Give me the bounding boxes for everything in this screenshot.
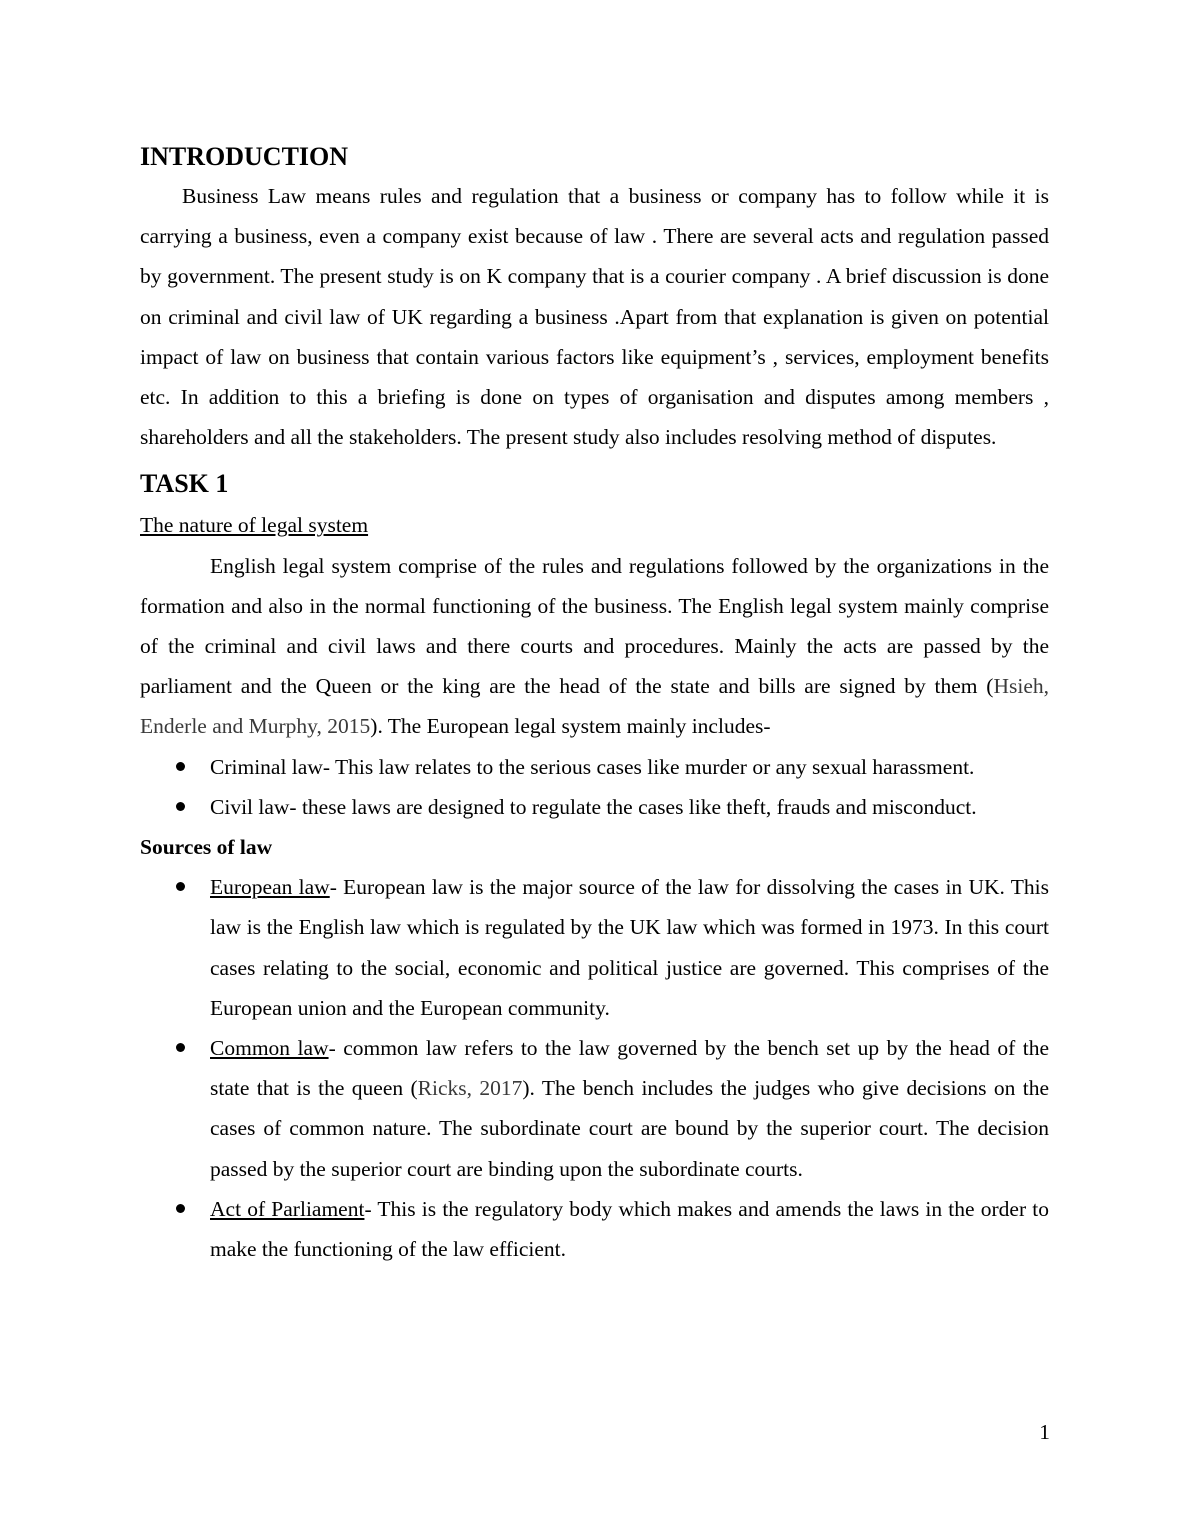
- source-term-common: Common law: [210, 1036, 329, 1061]
- source-term-parliament: Act of Parliament: [210, 1196, 365, 1221]
- bullet-icon: [176, 762, 185, 771]
- legal-system-text-1: English legal system comprise of the rules and regulations followed by the organizations in the formation and also in the normal functioning of the business. The English legal system mainly comprise of the criminal and civil laws and there courts and procedures. Mainly the acts are passed by the parliament and the Queen or the king are the head of the state and bills are signed by them (: [140, 553, 1049, 699]
- list-item: [140, 747, 1049, 787]
- bullet-icon: [176, 1204, 185, 1213]
- source-text-common-2: ). The bench includes the judges who give decisions on the cases of common nature. The subordinate court are bound by the superior court. The decision passed by the superior court are binding upon the subordinate courts.: [210, 1076, 1049, 1181]
- list-item: [140, 1028, 1049, 1189]
- legal-system-subheading: The nature of legal system: [140, 513, 369, 538]
- introduction-paragraph: Business Law means rules and regulation that a business or company has to follow while it is carrying a business, even a company exist because of law . There are several acts and regulation passed by government. The present study is on K company that is a courier company . A brief discussion is done on criminal and civil law of UK regarding a business .Apart from that explanation is given on potential impact of law on business that contain various factors like equipment’s , services, employment benefits etc. In addition to this a briefing is done on types of organisation and disputes among members , shareholders and all the stakeholders. The present study also includes resolving method of disputes.: [140, 184, 1049, 450]
- page-number: 1: [1039, 1420, 1050, 1444]
- bullet-icon: [176, 1043, 185, 1052]
- citation-ricks: Ricks, 2017: [417, 1076, 523, 1101]
- list-item: [140, 1189, 1049, 1269]
- sources-list: [140, 867, 1049, 1269]
- law-type-civil: Civil law- these laws are designed to regulate the cases like theft, frauds and misconduct.: [210, 794, 977, 819]
- sources-heading: Sources of law: [140, 835, 273, 860]
- source-text-parliament: - This is the regulatory body which makes and amends the laws in the order to make the functioning of the law efficient.: [210, 1196, 1050, 1262]
- bullet-icon: [176, 802, 185, 811]
- list-item: [140, 787, 1049, 827]
- legal-system-text-2: ). The European legal system mainly includes-: [370, 714, 771, 739]
- source-term-european: European law: [210, 875, 330, 900]
- list-item: [140, 867, 1049, 1028]
- source-text-european: - European law is the major source of the law for dissolving the cases in UK. This law is the English law which is regulated by the UK law which was formed in 1973. In this court cases relating to the social, economic and political justice are governed. This comprises of the European union and the European community.: [210, 875, 1050, 1020]
- task1-heading: TASK 1: [140, 469, 229, 499]
- introduction-heading: INTRODUCTION: [140, 142, 349, 171]
- document-page: [140, 138, 1049, 1269]
- source-text-common-1: - common law refers to the law governed by the bench set up by the head of the state that is the queen (: [210, 1036, 1049, 1101]
- bullet-icon: [176, 882, 185, 891]
- legal-system-paragraph: [140, 546, 1049, 747]
- law-types-list: [140, 747, 1049, 827]
- citation-hsieh: Hsieh, Enderle and Murphy, 2015: [140, 674, 1049, 739]
- law-type-criminal: Criminal law- This law relates to the serious cases like murder or any sexual harassment.: [210, 754, 975, 779]
